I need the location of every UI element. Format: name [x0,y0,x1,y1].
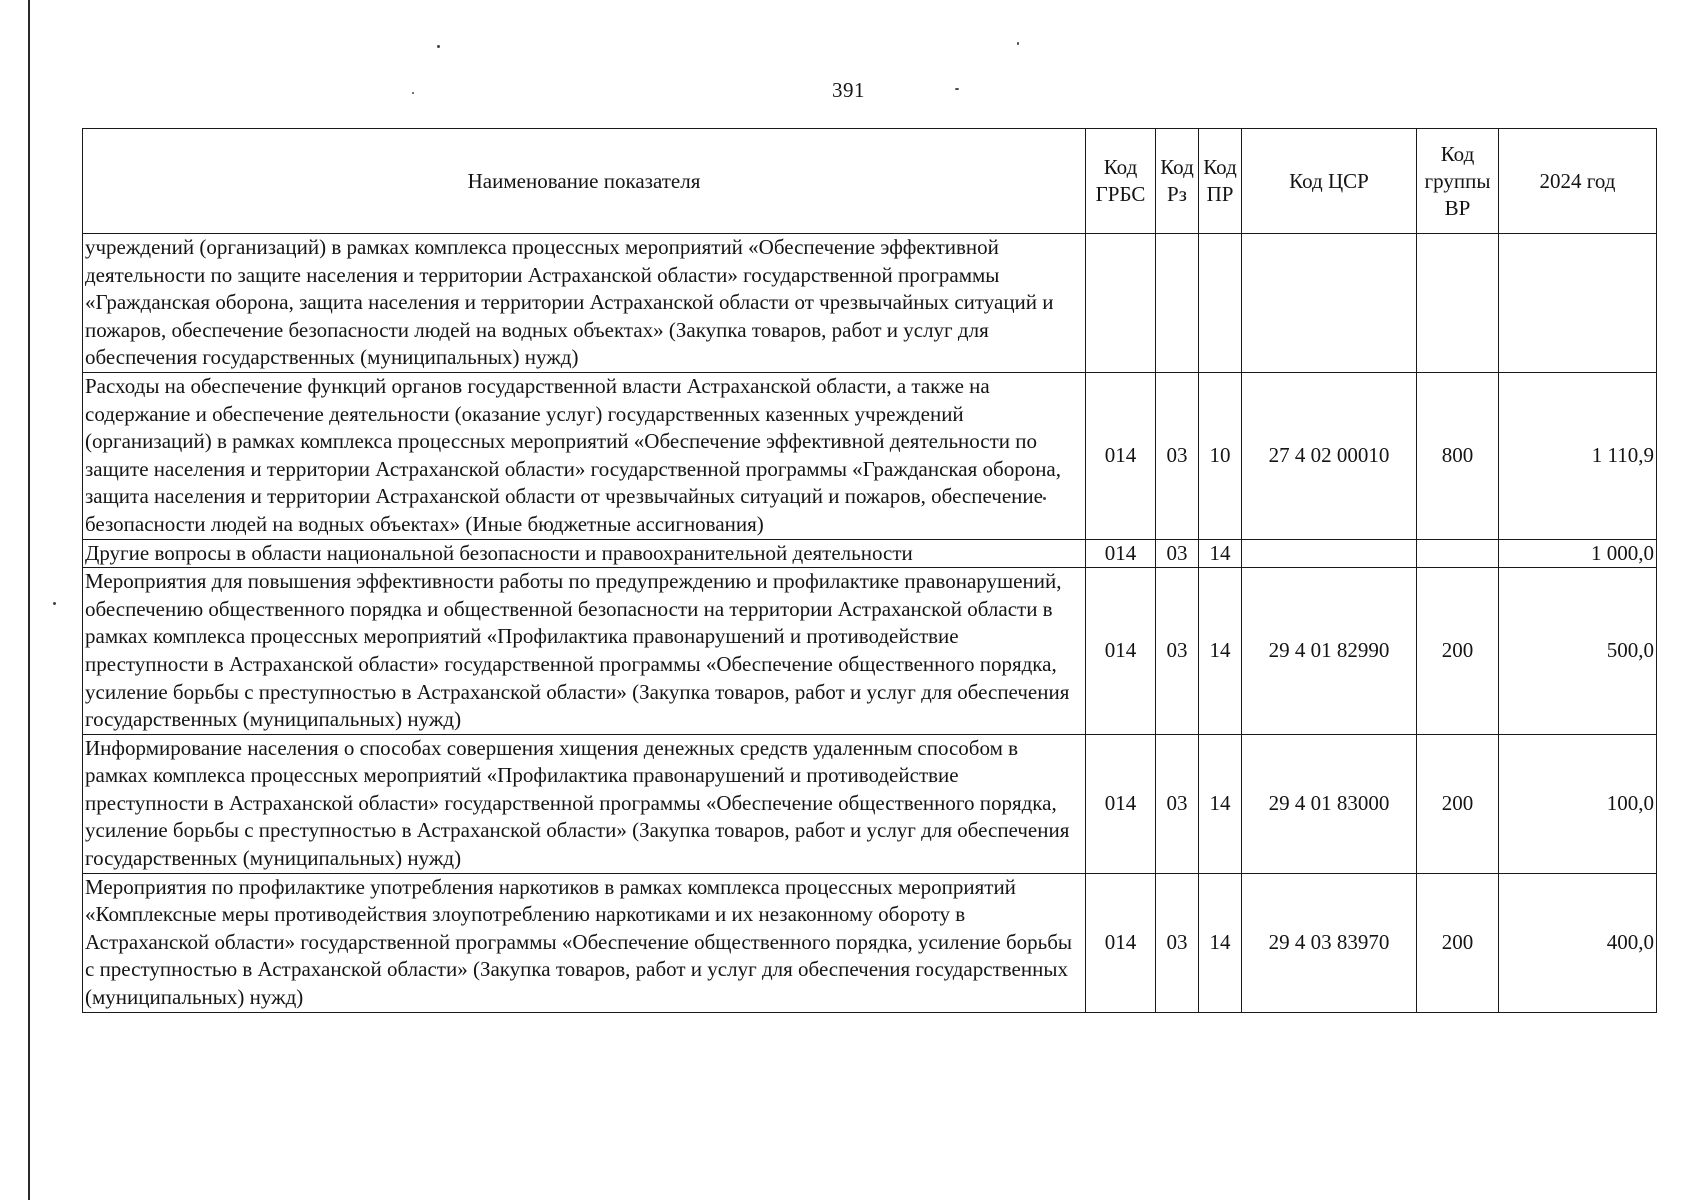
row-rz: 03 [1156,873,1199,1012]
row-rz: 03 [1156,372,1199,539]
row-csr: 29 4 03 83970 [1242,873,1417,1012]
row-pr: 14 [1199,539,1242,568]
header-name: Наименование показателя [83,129,1086,234]
row-csr [1242,539,1417,568]
row-vr [1417,539,1499,568]
row-pr: 14 [1199,734,1242,873]
binding-margin-line [28,0,30,1200]
row-rz: 03 [1156,734,1199,873]
header-csr: Код ЦСР [1242,129,1417,234]
table-row [83,539,1657,568]
header-year: 2024 год [1499,129,1657,234]
row-pr [1199,234,1242,373]
row-name: Мероприятия для повышения эффективности работы по предупреждению и профилактике правонарушений, обеспечению общественного порядка и общественной безопасности на территории Астраханской области в рамках комплекса процессных мероприятий «Профилактика правонарушений и противодействие преступности в Астраханской области» государственной программы «Обеспечение общественного порядка, усиление борьбы с преступностью в Астраханской области» (Закупка товаров, работ и услуг для обеспечения государственных (муниципальных) нужд) [83,568,1086,735]
row-grbs: 014 [1086,734,1156,873]
table-row [83,734,1657,873]
row-name: учреждений (организаций) в рамках комплекса процессных мероприятий «Обеспечение эффективной деятельности по защите населения и территории Астраханской области» государственной программы «Гражданская оборона, защита населения и территории Астраханской области от чрезвычайных ситуаций и пожаров, обеспечение безопасности людей на водных объектах» (Закупка товаров, работ и услуг для обеспечения государственных (муниципальных) нужд) [83,234,1086,373]
row-vr: 200 [1417,734,1499,873]
row-grbs: 014 [1086,372,1156,539]
page-number: 391 [832,78,865,102]
row-csr: 29 4 01 82990 [1242,568,1417,735]
row-csr: 27 4 02 00010 [1242,372,1417,539]
row-amount: 500,0 [1499,568,1657,735]
row-amount: 1 000,0 [1499,539,1657,568]
table-row [83,873,1657,1012]
scan-speck [437,45,440,48]
table-header-row [83,129,1657,234]
row-amount: 400,0 [1499,873,1657,1012]
table-row [83,568,1657,735]
row-grbs: 014 [1086,873,1156,1012]
row-grbs: 014 [1086,568,1156,735]
row-rz: 03 [1156,539,1199,568]
row-vr: 800 [1417,372,1499,539]
row-rz: 03 [1156,568,1199,735]
budget-table [82,128,1657,1013]
row-pr: 14 [1199,568,1242,735]
table-row [83,234,1657,373]
row-csr: 29 4 01 83000 [1242,734,1417,873]
row-grbs: 014 [1086,539,1156,568]
row-vr: 200 [1417,873,1499,1012]
row-amount [1499,234,1657,373]
scan-speck [1017,42,1019,45]
header-grbs: Код ГРБС [1086,129,1156,234]
row-name: Информирование населения о способах совершения хищения денежных средств удаленным способом в рамках комплекса процессных мероприятий «Профилактика правонарушений и противодействие преступности в Астраханской области» государственной программы «Обеспечение общественного порядка, усиление борьбы с преступностью в Астраханской области» (Закупка товаров, работ и услуг для обеспечения государственных (муниципальных) нужд) [83,734,1086,873]
row-grbs [1086,234,1156,373]
header-rz: Код Рз [1156,129,1199,234]
row-vr [1417,234,1499,373]
row-pr: 14 [1199,873,1242,1012]
row-vr: 200 [1417,568,1499,735]
row-name: Расходы на обеспечение функций органов государственной власти Астраханской области, а также на содержание и обеспечение деятельности (оказание услуг) государственных казенных учреждений (организаций) в рамках комплекса процессных мероприятий «Обеспечение эффективной деятельности по защите населения и территории Астраханской области» государственной программы «Гражданская оборона, защита населения и территории Астраханской области от чрезвычайных ситуаций и пожаров, обеспечение безопасности людей на водных объектах» (Иные бюджетные ассигнования) [83,372,1086,539]
scan-speck [53,602,56,605]
table-row [83,372,1657,539]
header-vr: Код группы ВР [1417,129,1499,234]
row-name: Мероприятия по профилактике употребления наркотиков в рамках комплекса процессных мероприятий «Комплексные меры противодействия злоупотреблению наркотиками и их незаконному обороту в Астраханской области» государственной программы «Обеспечение общественного порядка, усиление борьбы с преступностью в Астраханской области» (Закупка товаров, работ и услуг для обеспечения государственных (муниципальных) нужд) [83,873,1086,1012]
row-pr: 10 [1199,372,1242,539]
row-rz [1156,234,1199,373]
header-pr: Код ПР [1199,129,1242,234]
row-name: Другие вопросы в области национальной безопасности и правоохранительной деятельности [83,539,1086,568]
row-amount: 100,0 [1499,734,1657,873]
row-csr [1242,234,1417,373]
row-amount: 1 110,9 [1499,372,1657,539]
